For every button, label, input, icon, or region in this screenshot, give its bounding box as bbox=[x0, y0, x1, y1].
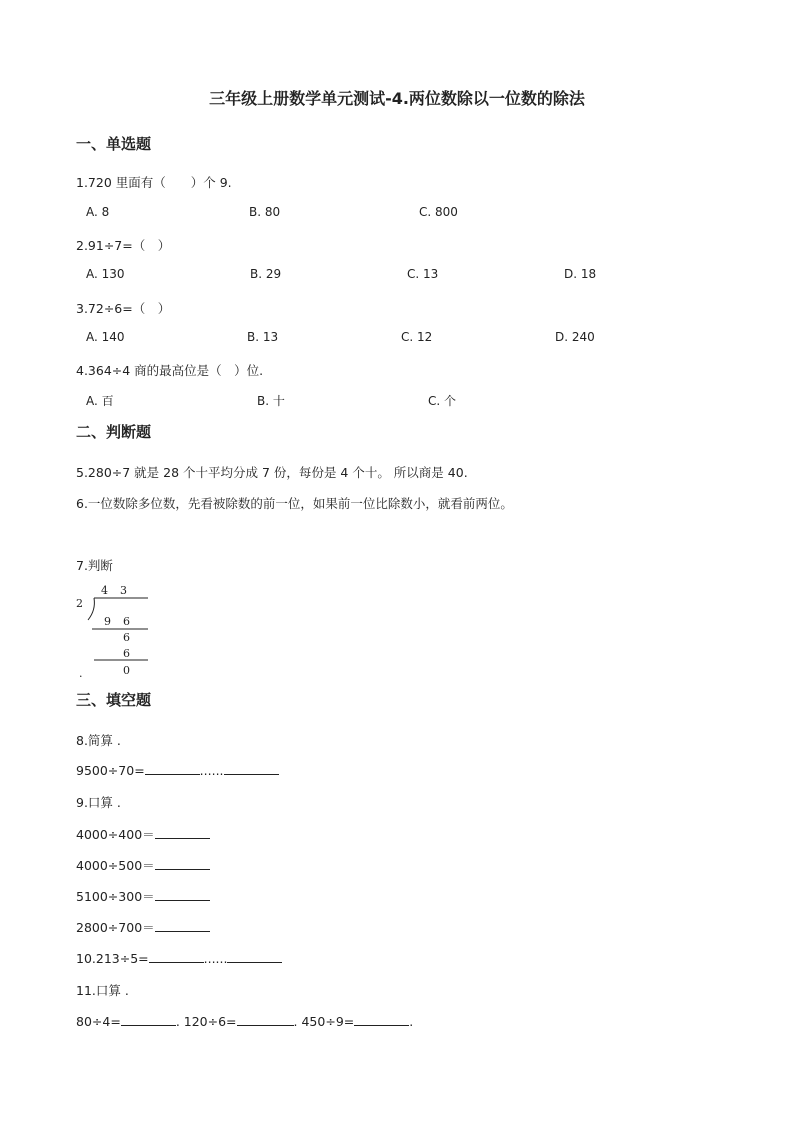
q9-item-1-blank[interactable] bbox=[155, 826, 210, 839]
page-title: 三年级上册数学单元测试-4.两位数除以一位数的除法 bbox=[209, 89, 585, 108]
q9-item-1-expr: 4000÷400＝ bbox=[76, 827, 155, 842]
q1-option-a[interactable]: A. 8 bbox=[86, 205, 110, 219]
q3-option-d[interactable]: D. 240 bbox=[555, 330, 595, 344]
question-6: 6.一位数除多位数，先看被除数的前一位，如果前一位比除数小，就看前两位。 bbox=[76, 496, 513, 511]
long-division-figure bbox=[70, 580, 160, 680]
trailing-dot: . bbox=[79, 667, 83, 680]
divisor: 2 bbox=[76, 597, 83, 610]
question-9: 9.口算 . bbox=[76, 795, 121, 810]
q2-option-d[interactable]: D. 18 bbox=[564, 267, 597, 281]
q10-blank-quotient[interactable] bbox=[149, 950, 204, 963]
q9-item-3 bbox=[76, 887, 210, 905]
q10-expr: 10.213÷5= bbox=[76, 951, 149, 966]
question-1: 1.720 里面有（ ）个 9. bbox=[76, 175, 232, 190]
q9-item-2-blank[interactable] bbox=[155, 857, 210, 870]
q2-option-c[interactable]: C. 13 bbox=[407, 267, 439, 281]
q9-item-2 bbox=[76, 856, 210, 874]
quotient-digit-1: 4 bbox=[101, 584, 108, 597]
q10-blank-remainder[interactable] bbox=[227, 950, 282, 963]
q4-option-c[interactable]: C. 个 bbox=[428, 394, 457, 408]
q11-expr-b: 120÷6= bbox=[183, 1014, 237, 1029]
q9-item-4 bbox=[76, 918, 210, 936]
step-1-digit-b: 6 bbox=[123, 615, 130, 628]
question-2: 2.91÷7=（ ） bbox=[76, 238, 171, 253]
q8-blank-remainder[interactable] bbox=[224, 762, 279, 775]
q9-item-4-blank[interactable] bbox=[155, 919, 210, 932]
q9-item-3-blank[interactable] bbox=[155, 888, 210, 901]
step-2-digit: 6 bbox=[123, 631, 130, 644]
question-3: 3.72÷6=（ ） bbox=[76, 301, 171, 316]
q4-option-b[interactable]: B. 十 bbox=[257, 394, 285, 408]
question-8: 8.简算 . bbox=[76, 733, 121, 748]
division-bracket bbox=[88, 598, 94, 620]
q8-sep: ...... bbox=[199, 763, 224, 778]
q11-blank-b[interactable] bbox=[237, 1013, 294, 1026]
question-10 bbox=[76, 950, 282, 966]
q9-item-1 bbox=[76, 825, 210, 843]
step-1-digit-a: 9 bbox=[104, 615, 111, 628]
q11-blank-c[interactable] bbox=[354, 1013, 409, 1026]
step-3-digit: 6 bbox=[123, 647, 130, 660]
q1-option-b[interactable]: B. 80 bbox=[249, 205, 281, 219]
q10-sep: ...... bbox=[203, 951, 228, 966]
q3-option-a[interactable]: A. 140 bbox=[86, 330, 125, 344]
q11-sep-2: . bbox=[293, 1014, 302, 1029]
q8-expr: 9500÷70= bbox=[76, 763, 145, 778]
q9-item-2-expr: 4000÷500＝ bbox=[76, 858, 155, 873]
q2-option-a[interactable]: A. 130 bbox=[86, 267, 125, 281]
q11-expr-a: 80÷4= bbox=[76, 1014, 121, 1029]
q2-option-b[interactable]: B. 29 bbox=[250, 267, 282, 281]
question-4: 4.364÷4 商的最高位是（ ）位. bbox=[76, 363, 264, 378]
q9-item-3-expr: 5100÷300＝ bbox=[76, 889, 155, 904]
q8-blank-quotient[interactable] bbox=[145, 762, 200, 775]
question-5: 5.280÷7 就是 28 个十平均分成 7 份，每份是 4 个十。 所以商是 40. bbox=[76, 465, 468, 480]
remainder: 0 bbox=[123, 664, 130, 677]
quotient-digit-2: 3 bbox=[120, 584, 127, 597]
question-11: 11.口算 . bbox=[76, 983, 129, 998]
section-heading-single-choice: 一、单选题 bbox=[76, 135, 152, 153]
question-8-expression bbox=[76, 762, 279, 778]
q4-option-a[interactable]: A. 百 bbox=[86, 394, 114, 408]
q3-option-b[interactable]: B. 13 bbox=[247, 330, 279, 344]
question-11-expressions bbox=[76, 1013, 413, 1029]
section-heading-true-false: 二、判断题 bbox=[76, 423, 152, 441]
q3-option-c[interactable]: C. 12 bbox=[401, 330, 433, 344]
q1-option-c[interactable]: C. 800 bbox=[419, 205, 458, 219]
section-heading-fill-blank: 三、填空题 bbox=[76, 691, 152, 709]
q11-end: . bbox=[409, 1014, 414, 1029]
q11-expr-c: 450÷9= bbox=[301, 1014, 355, 1029]
q11-sep-1: . bbox=[175, 1014, 184, 1029]
question-7: 7.判断 bbox=[76, 558, 113, 573]
q11-blank-a[interactable] bbox=[121, 1013, 176, 1026]
q9-item-4-expr: 2800÷700＝ bbox=[76, 920, 155, 935]
